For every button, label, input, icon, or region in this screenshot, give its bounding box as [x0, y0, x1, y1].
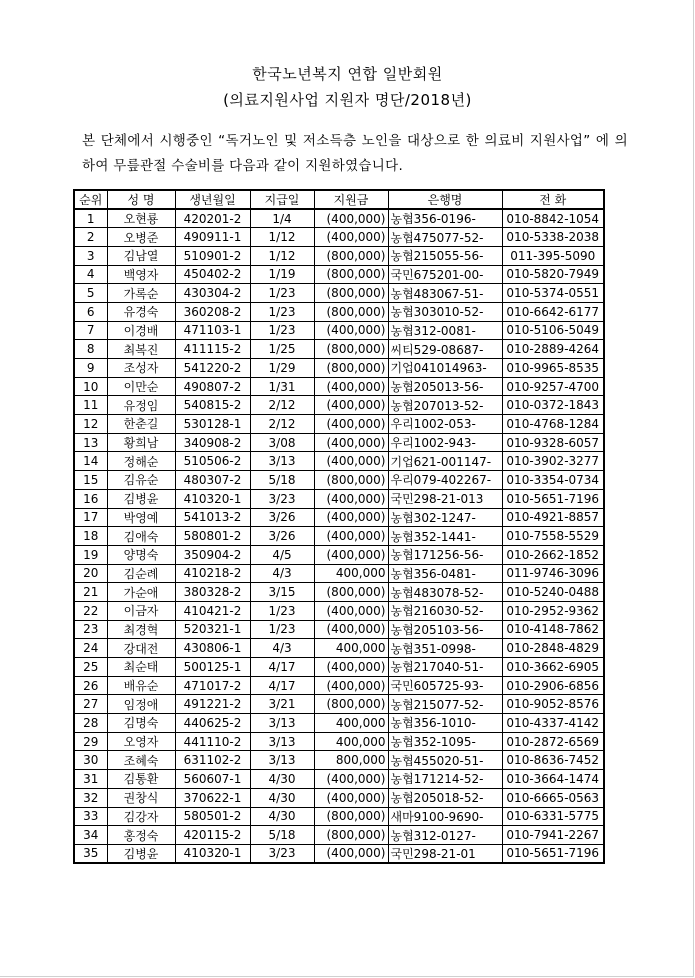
cell-phone: 010-5820-7949: [502, 265, 604, 284]
cell-date: 1/12: [250, 246, 314, 265]
cell-bank: 기업041014963-: [388, 359, 502, 378]
cell-amount: (400,000): [314, 844, 388, 863]
cell-name: 김순례: [107, 564, 175, 583]
cell-amount: (400,000): [314, 545, 388, 564]
cell-no: 4: [74, 265, 107, 284]
cell-amount: (400,000): [314, 658, 388, 677]
cell-no: 2: [74, 228, 107, 247]
cell-no: 22: [74, 601, 107, 620]
cell-birth: 540815-2: [175, 396, 250, 415]
cell-name: 조성자: [107, 359, 175, 378]
cell-name: 홍정숙: [107, 826, 175, 845]
cell-bank: 국민298-21-013: [388, 489, 502, 508]
cell-bank: 농협171214-52-: [388, 770, 502, 789]
cell-no: 29: [74, 732, 107, 751]
cell-birth: 410320-1: [175, 489, 250, 508]
cell-bank: 농협356-1010-: [388, 714, 502, 733]
header-name: 성 명: [107, 190, 175, 209]
cell-name: 백영자: [107, 265, 175, 284]
cell-date: 2/12: [250, 415, 314, 434]
cell-phone: 010-2952-9362: [502, 601, 604, 620]
cell-birth: 440625-2: [175, 714, 250, 733]
cell-amount: 400,000: [314, 639, 388, 658]
cell-phone: 010-4768-1284: [502, 415, 604, 434]
table-row: [74, 340, 604, 359]
cell-name: 가록순: [107, 284, 175, 303]
cell-birth: 410320-1: [175, 844, 250, 863]
cell-name: 정해순: [107, 452, 175, 471]
cell-name: 김애숙: [107, 527, 175, 546]
cell-birth: 441110-2: [175, 732, 250, 751]
cell-birth: 510901-2: [175, 246, 250, 265]
cell-no: 28: [74, 714, 107, 733]
cell-amount: (400,000): [314, 508, 388, 527]
cell-phone: 010-9257-4700: [502, 377, 604, 396]
cell-bank: 국민298-21-01: [388, 844, 502, 863]
cell-date: 3/23: [250, 489, 314, 508]
cell-bank: 농협351-0998-: [388, 639, 502, 658]
cell-name: 배유순: [107, 676, 175, 695]
table-row: [74, 844, 604, 863]
cell-amount: (800,000): [314, 284, 388, 303]
cell-no: 1: [74, 209, 107, 228]
cell-amount: (400,000): [314, 228, 388, 247]
cell-phone: 010-9052-8576: [502, 695, 604, 714]
cell-phone: 010-4337-4142: [502, 714, 604, 733]
cell-no: 3: [74, 246, 107, 265]
cell-date: 4/3: [250, 564, 314, 583]
cell-bank: 농협207013-52-: [388, 396, 502, 415]
cell-birth: 420201-2: [175, 209, 250, 228]
cell-date: 2/12: [250, 396, 314, 415]
table-row: [74, 209, 604, 228]
cell-birth: 430304-2: [175, 284, 250, 303]
cell-birth: 410218-2: [175, 564, 250, 583]
intro-paragraph: 본 단체에서 시행중인 “독거노인 및 저소득층 노인을 대상으로 한 의료비 지원사업” 에 의하여 무릎관절 수술비를 다음과 같이 지원하였습니다.: [82, 133, 628, 174]
cell-bank: 기업621-001147-: [388, 452, 502, 471]
cell-date: 1/19: [250, 265, 314, 284]
cell-name: 최순태: [107, 658, 175, 677]
table-row: [74, 732, 604, 751]
cell-name: 최경혁: [107, 620, 175, 639]
cell-name: 오영자: [107, 732, 175, 751]
cell-birth: 430806-1: [175, 639, 250, 658]
cell-birth: 541220-2: [175, 359, 250, 378]
table-row: [74, 228, 604, 247]
cell-birth: 411115-2: [175, 340, 250, 359]
cell-date: 1/12: [250, 228, 314, 247]
cell-birth: 520321-1: [175, 620, 250, 639]
cell-birth: 450402-2: [175, 265, 250, 284]
cell-birth: 491221-2: [175, 695, 250, 714]
cell-amount: (400,000): [314, 489, 388, 508]
cell-no: 17: [74, 508, 107, 527]
cell-name: 김남열: [107, 246, 175, 265]
cell-name: 유경숙: [107, 302, 175, 321]
cell-amount: (400,000): [314, 415, 388, 434]
cell-phone: 011-395-5090: [502, 246, 604, 265]
cell-amount: 400,000: [314, 564, 388, 583]
document-title: 한국노년복지 연합 일반회원: [252, 65, 443, 83]
cell-date: 1/31: [250, 377, 314, 396]
cell-amount: (800,000): [314, 471, 388, 490]
header-phone: 전 화: [502, 190, 604, 209]
cell-date: 3/13: [250, 452, 314, 471]
header-no: 순위: [74, 190, 107, 209]
cell-name: 김병윤: [107, 489, 175, 508]
cell-birth: 541013-2: [175, 508, 250, 527]
cell-name: 김유순: [107, 471, 175, 490]
cell-bank: 농협455020-51-: [388, 751, 502, 770]
cell-date: 4/5: [250, 545, 314, 564]
cell-phone: 010-5651-7196: [502, 844, 604, 863]
cell-bank: 농협215077-52-: [388, 695, 502, 714]
cell-no: 15: [74, 471, 107, 490]
cell-date: 1/23: [250, 620, 314, 639]
cell-phone: 010-9328-6057: [502, 433, 604, 452]
cell-amount: (400,000): [314, 321, 388, 340]
header-amount: 지원금: [314, 190, 388, 209]
cell-phone: 010-2872-6569: [502, 732, 604, 751]
table-row: [74, 583, 604, 602]
cell-birth: 530128-1: [175, 415, 250, 434]
cell-amount: (800,000): [314, 340, 388, 359]
cell-bank: 농협356-0196-: [388, 209, 502, 228]
cell-phone: 010-3662-6905: [502, 658, 604, 677]
cell-no: 31: [74, 770, 107, 789]
cell-name: 최복진: [107, 340, 175, 359]
cell-name: 김통환: [107, 770, 175, 789]
cell-bank: 농협205013-56-: [388, 377, 502, 396]
cell-name: 오현룡: [107, 209, 175, 228]
cell-name: 조혜숙: [107, 751, 175, 770]
cell-birth: 410421-2: [175, 601, 250, 620]
cell-no: 11: [74, 396, 107, 415]
cell-bank: 농협171256-56-: [388, 545, 502, 564]
cell-no: 30: [74, 751, 107, 770]
cell-birth: 490807-2: [175, 377, 250, 396]
cell-no: 14: [74, 452, 107, 471]
cell-bank: 농협483078-52-: [388, 583, 502, 602]
cell-no: 13: [74, 433, 107, 452]
table-row: [74, 751, 604, 770]
cell-phone: 010-8636-7452: [502, 751, 604, 770]
cell-bank: 농협205018-52-: [388, 788, 502, 807]
cell-name: 강대전: [107, 639, 175, 658]
cell-amount: (400,000): [314, 452, 388, 471]
cell-birth: 370622-1: [175, 788, 250, 807]
cell-date: 4/30: [250, 788, 314, 807]
cell-no: 16: [74, 489, 107, 508]
cell-phone: 010-3354-0734: [502, 471, 604, 490]
cell-no: 12: [74, 415, 107, 434]
cell-phone: 010-3902-3277: [502, 452, 604, 471]
cell-no: 7: [74, 321, 107, 340]
cell-no: 5: [74, 284, 107, 303]
table-row: [74, 359, 604, 378]
cell-phone: 010-0372-1843: [502, 396, 604, 415]
cell-phone: 010-5240-0488: [502, 583, 604, 602]
header-date: 지급일: [250, 190, 314, 209]
cell-date: 3/26: [250, 527, 314, 546]
cell-bank: 우리079-402267-: [388, 471, 502, 490]
cell-name: 김병윤: [107, 844, 175, 863]
cell-name: 이만순: [107, 377, 175, 396]
cell-bank: 농협217040-51-: [388, 658, 502, 677]
cell-amount: 800,000: [314, 751, 388, 770]
cell-amount: 400,000: [314, 732, 388, 751]
cell-phone: 010-2906-6856: [502, 676, 604, 695]
table-row: [74, 396, 604, 415]
table-row: [74, 284, 604, 303]
table-row: [74, 788, 604, 807]
cell-phone: 010-8842-1054: [502, 209, 604, 228]
cell-no: 9: [74, 359, 107, 378]
cell-birth: 580501-2: [175, 807, 250, 826]
cell-name: 임정애: [107, 695, 175, 714]
cell-phone: 010-3664-1474: [502, 770, 604, 789]
cell-birth: 350904-2: [175, 545, 250, 564]
cell-date: 1/29: [250, 359, 314, 378]
cell-bank: 농협303010-52-: [388, 302, 502, 321]
table-row: [74, 545, 604, 564]
cell-no: 10: [74, 377, 107, 396]
cell-date: 3/13: [250, 751, 314, 770]
cell-amount: (800,000): [314, 583, 388, 602]
cell-amount: (800,000): [314, 826, 388, 845]
cell-birth: 490911-1: [175, 228, 250, 247]
cell-phone: 010-6331-5775: [502, 807, 604, 826]
cell-bank: 농협205103-56-: [388, 620, 502, 639]
cell-phone: 010-4148-7862: [502, 620, 604, 639]
cell-birth: 471103-1: [175, 321, 250, 340]
cell-phone: 010-2889-4264: [502, 340, 604, 359]
cell-name: 김명숙: [107, 714, 175, 733]
cell-amount: (800,000): [314, 246, 388, 265]
table-row: [74, 302, 604, 321]
cell-no: 20: [74, 564, 107, 583]
table-row: [74, 452, 604, 471]
cell-no: 21: [74, 583, 107, 602]
cell-phone: 010-2662-1852: [502, 545, 604, 564]
cell-amount: 400,000: [314, 714, 388, 733]
cell-name: 한춘길: [107, 415, 175, 434]
cell-birth: 360208-2: [175, 302, 250, 321]
cell-date: 4/17: [250, 658, 314, 677]
cell-date: 4/17: [250, 676, 314, 695]
cell-date: 1/25: [250, 340, 314, 359]
table-row: [74, 508, 604, 527]
cell-no: 33: [74, 807, 107, 826]
cell-name: 유정임: [107, 396, 175, 415]
cell-date: 3/23: [250, 844, 314, 863]
cell-bank: 새마9100-9690-: [388, 807, 502, 826]
cell-amount: (400,000): [314, 209, 388, 228]
table-row: [74, 265, 604, 284]
cell-no: 8: [74, 340, 107, 359]
cell-birth: 510506-2: [175, 452, 250, 471]
table-row: [74, 695, 604, 714]
cell-date: 3/13: [250, 732, 314, 751]
cell-date: 4/30: [250, 770, 314, 789]
table-row: [74, 620, 604, 639]
cell-amount: (800,000): [314, 807, 388, 826]
cell-name: 이경배: [107, 321, 175, 340]
table-row: [74, 826, 604, 845]
cell-date: 5/18: [250, 826, 314, 845]
cell-phone: 010-5106-5049: [502, 321, 604, 340]
cell-bank: 농협215055-56-: [388, 246, 502, 265]
cell-no: 6: [74, 302, 107, 321]
cell-bank: 농협356-0481-: [388, 564, 502, 583]
cell-date: 1/23: [250, 302, 314, 321]
cell-bank: 농협302-1247-: [388, 508, 502, 527]
cell-date: 3/08: [250, 433, 314, 452]
cell-bank: 우리1002-943-: [388, 433, 502, 452]
cell-birth: 340908-2: [175, 433, 250, 452]
table-row: [74, 321, 604, 340]
cell-date: 3/26: [250, 508, 314, 527]
cell-name: 가순애: [107, 583, 175, 602]
cell-phone: 010-5651-7196: [502, 489, 604, 508]
table-row: [74, 377, 604, 396]
cell-name: 박영예: [107, 508, 175, 527]
cell-phone: 010-5338-2038: [502, 228, 604, 247]
table-row: [74, 527, 604, 546]
cell-bank: 씨티529-08687-: [388, 340, 502, 359]
cell-amount: (400,000): [314, 396, 388, 415]
cell-amount: (400,000): [314, 377, 388, 396]
header-bank: 은행명: [388, 190, 502, 209]
cell-amount: (800,000): [314, 302, 388, 321]
cell-bank: 농협216030-52-: [388, 601, 502, 620]
cell-date: 3/21: [250, 695, 314, 714]
cell-date: 1/4: [250, 209, 314, 228]
cell-no: 32: [74, 788, 107, 807]
table-row: [74, 489, 604, 508]
cell-name: 오병준: [107, 228, 175, 247]
cell-amount: (400,000): [314, 788, 388, 807]
cell-bank: 농협483067-51-: [388, 284, 502, 303]
cell-name: 양명숙: [107, 545, 175, 564]
table-row: [74, 807, 604, 826]
table-row: [74, 415, 604, 434]
cell-no: 27: [74, 695, 107, 714]
cell-birth: 500125-1: [175, 658, 250, 677]
cell-no: 26: [74, 676, 107, 695]
table-row: [74, 601, 604, 620]
cell-amount: (400,000): [314, 676, 388, 695]
cell-bank: 농협312-0081-: [388, 321, 502, 340]
cell-bank: 농협475077-52-: [388, 228, 502, 247]
table-row: [74, 639, 604, 658]
cell-phone: 010-6665-0563: [502, 788, 604, 807]
cell-no: 24: [74, 639, 107, 658]
cell-no: 19: [74, 545, 107, 564]
cell-bank: 우리1002-053-: [388, 415, 502, 434]
cell-phone: 010-2848-4829: [502, 639, 604, 658]
cell-date: 1/23: [250, 284, 314, 303]
cell-bank: 국민605725-93-: [388, 676, 502, 695]
cell-amount: (800,000): [314, 265, 388, 284]
cell-date: 4/3: [250, 639, 314, 658]
cell-birth: 631102-2: [175, 751, 250, 770]
cell-birth: 471017-2: [175, 676, 250, 695]
table-row: [74, 676, 604, 695]
cell-phone: 010-6642-6177: [502, 302, 604, 321]
cell-birth: 480307-2: [175, 471, 250, 490]
cell-name: 권창식: [107, 788, 175, 807]
cell-date: 3/15: [250, 583, 314, 602]
cell-birth: 420115-2: [175, 826, 250, 845]
cell-no: 23: [74, 620, 107, 639]
cell-date: 1/23: [250, 321, 314, 340]
cell-no: 34: [74, 826, 107, 845]
cell-no: 18: [74, 527, 107, 546]
cell-amount: (400,000): [314, 601, 388, 620]
cell-amount: (400,000): [314, 527, 388, 546]
cell-amount: (800,000): [314, 359, 388, 378]
cell-no: 35: [74, 844, 107, 863]
cell-name: 김강자: [107, 807, 175, 826]
cell-phone: 010-5374-0551: [502, 284, 604, 303]
table-row: [74, 433, 604, 452]
cell-phone: 010-9965-8535: [502, 359, 604, 378]
cell-phone: 010-4921-8857: [502, 508, 604, 527]
cell-bank: 농협312-0127-: [388, 826, 502, 845]
cell-date: 1/23: [250, 601, 314, 620]
cell-amount: (400,000): [314, 433, 388, 452]
cell-phone: 011-9746-3096: [502, 564, 604, 583]
cell-date: 3/13: [250, 714, 314, 733]
table-row: [74, 770, 604, 789]
cell-date: 4/30: [250, 807, 314, 826]
cell-bank: 농협352-1441-: [388, 527, 502, 546]
cell-bank: 농협352-1095-: [388, 732, 502, 751]
cell-amount: (800,000): [314, 695, 388, 714]
header-birth: 생년월일: [175, 190, 250, 209]
cell-phone: 010-7941-2267: [502, 826, 604, 845]
document-subtitle: (의료지원사업 지원자 명단/2018년): [223, 91, 472, 109]
cell-amount: (400,000): [314, 770, 388, 789]
table-row: [74, 471, 604, 490]
cell-amount: (400,000): [314, 620, 388, 639]
recipient-table: [73, 189, 605, 864]
table-row: [74, 714, 604, 733]
table-row: [74, 658, 604, 677]
table-header-row: [74, 190, 604, 209]
cell-phone: 010-7558-5529: [502, 527, 604, 546]
cell-name: 황희남: [107, 433, 175, 452]
table-body: [74, 209, 604, 863]
cell-birth: 560607-1: [175, 770, 250, 789]
cell-bank: 국민675201-00-: [388, 265, 502, 284]
table-row: [74, 564, 604, 583]
cell-birth: 580801-2: [175, 527, 250, 546]
cell-name: 이금자: [107, 601, 175, 620]
table-row: [74, 246, 604, 265]
cell-birth: 380328-2: [175, 583, 250, 602]
cell-date: 5/18: [250, 471, 314, 490]
cell-no: 25: [74, 658, 107, 677]
